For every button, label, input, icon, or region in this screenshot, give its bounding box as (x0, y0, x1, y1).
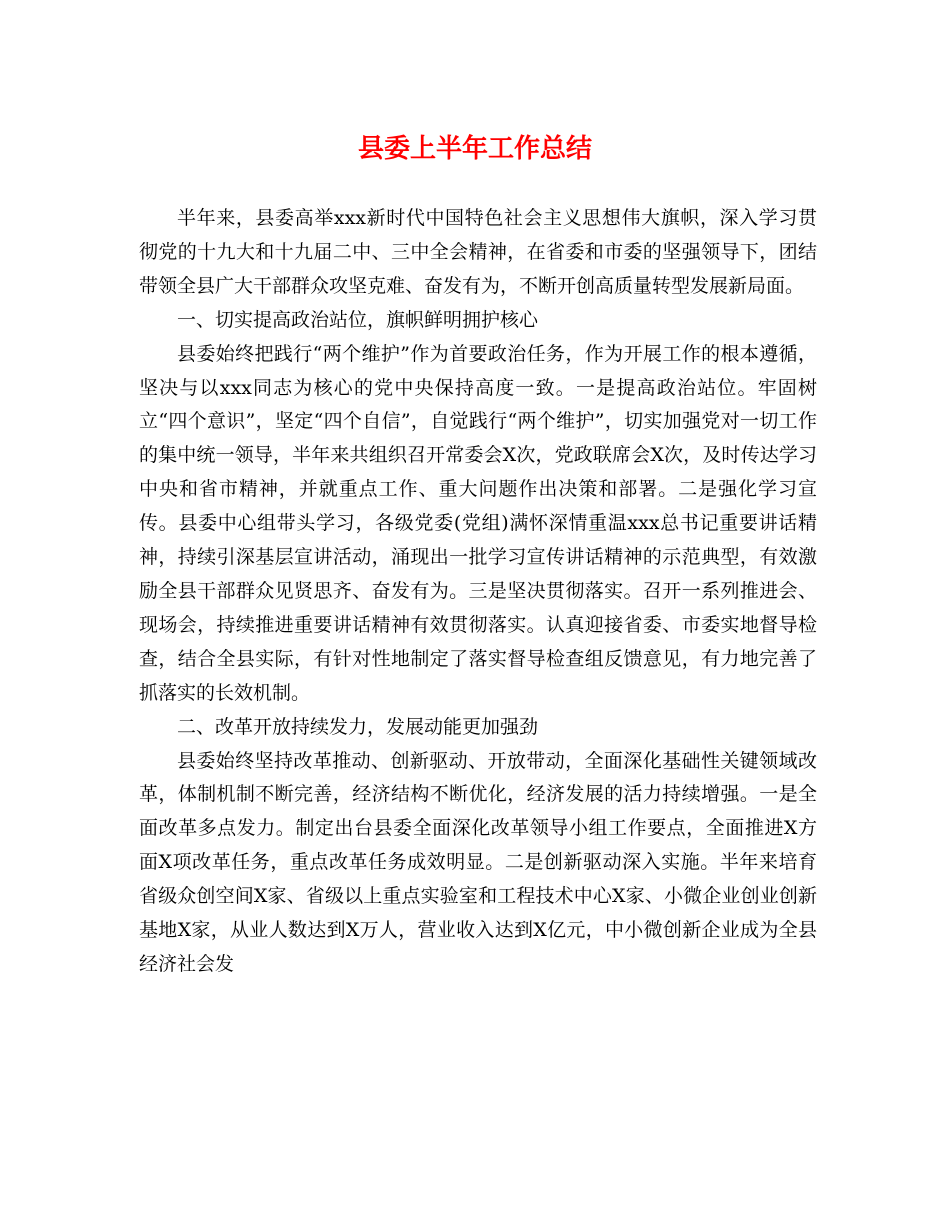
document-title: 县委上半年工作总结 (357, 134, 592, 164)
section-heading-2: 二、改革开放持续发力，发展动能更加强劲 (177, 715, 539, 738)
section-2-paragraph: 县委始终坚持改革推动、创新驱动、开放带动，全面深化基础性关键领域改革，体制机制不断完善，经济结构不断优化，经济发展的活力持续增强。一是全面改革多点发力。制定出台县委全面深化改革领导小组工作要点，全面推进X方面X项改革任务，重点改革任务成效明显。二是创新驱动深入实施。半年来培育省级众创空间X家、省级以上重点实验室和工程技术中心X家、小微企业创业创新基地X家，从业人数达到X万人，营业收入达到X亿元，中小微创新企业成为全县经济社会发 (139, 749, 817, 975)
section-heading-1: 一、切实提高政治站位，旗帜鲜明拥护核心 (177, 308, 539, 331)
document-body (139, 202, 817, 982)
intro-paragraph: 半年来，县委高举xxx新时代中国特色社会主义思想伟大旗帜，深入学习贯彻党的十九大和十九届二中、三中全会精神，在省委和市委的坚强领导下，团结带领全县广大干部群众攻坚克难、奋发有为，不断开创高质量转型发展新局面。 (139, 207, 817, 297)
section-1-paragraph: 县委始终把践行“两个维护”作为首要政治任务，作为开展工作的根本遵循，坚决与以xxx同志为核心的党中央保持高度一致。一是提高政治站位。牢固树立“四个意识”，坚定“四个自信”，自觉践行“两个维护”，切实加强党对一切工作的集中统一领导，半年来共组织召开常委会X次，党政联席会X次，及时传达学习中央和省市精神，并就重点工作、重大问题作出决策和部署。二是强化学习宣传。县委中心组带头学习，各级党委(党组)满怀深情重温xxx总书记重要讲话精神，持续引深基层宣讲活动，涌现出一批学习宣传讲话精神的示范典型，有效激励全县干部群众见贤思齐、奋发有为。三是坚决贯彻落实。召开一系列推进会、现场会，持续推进重要讲话精神有效贯彻落实。认真迎接省委、市委实地督导检查，结合全县实际，有针对性地制定了落实督导检查组反馈意见，有力地完善了抓落实的长效机制。 (139, 342, 817, 704)
